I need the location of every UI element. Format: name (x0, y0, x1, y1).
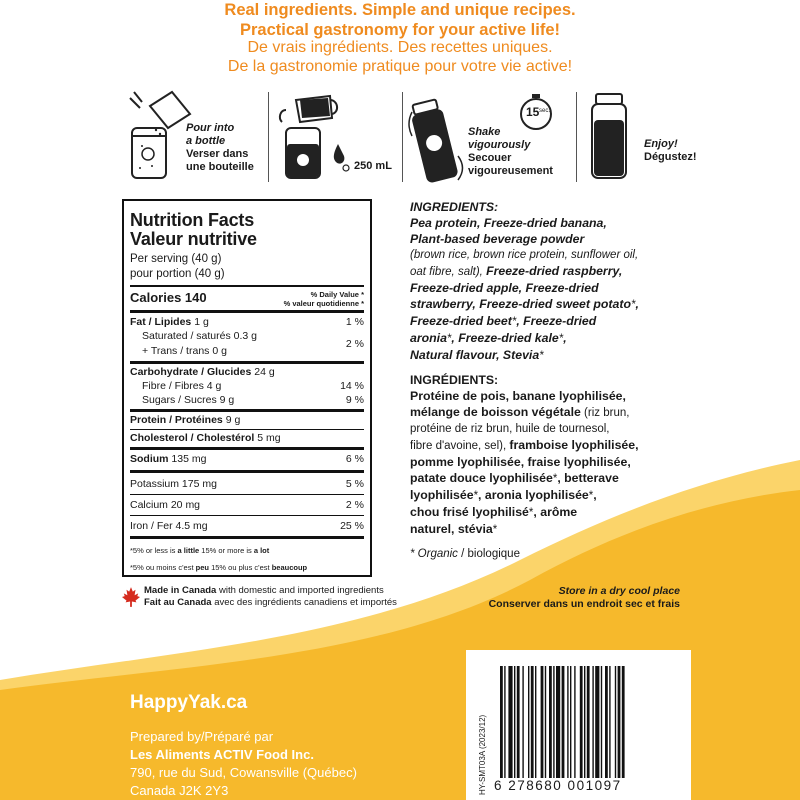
shake-label: Shake vigourously Secouer vigoureusement (468, 126, 553, 177)
storage-instructions: Store in a dry cool place Conserver dans un endroit sec et frais (488, 585, 680, 610)
tagline-fr-line2: De la gastronomie pratique pour votre vie active! (227, 58, 573, 75)
fibre-row: Fibre / Fibres 4 g 14 % (142, 380, 364, 392)
barcode-bar (549, 666, 552, 778)
barcode-number: 6 278680 001097 (494, 778, 622, 793)
protein-row: Protein / Protéines 9 g (130, 414, 241, 426)
carbohydrate-row: Carbohydrate / Glucides 24 g (130, 366, 275, 378)
nutrition-rule (130, 447, 364, 450)
barcode-icon (500, 666, 670, 778)
nutrition-rule (130, 285, 364, 287)
tagline-en-line1: Real ingredients. Simple and unique recipes. (224, 1, 576, 19)
preparation-steps (120, 88, 697, 188)
nutrition-title-fr: Valeur nutritive (130, 229, 257, 249)
nutrition-rule (130, 494, 364, 495)
barcode-bar (584, 666, 585, 778)
saturated-trans-row: Saturated / saturés 0.3 g + Trans / trans 0 g 2 % (142, 330, 364, 357)
ingredients-heading-fr: INGRÉDIENTS: (410, 373, 499, 387)
barcode-bar (528, 666, 529, 778)
barcode-bar (562, 666, 565, 778)
barcode-bar (504, 666, 505, 778)
barcode-bar (522, 666, 523, 778)
website-link[interactable]: HappyYak.ca (130, 692, 248, 713)
pour-label: Pour into a bottle Verser dans une bouteille (186, 122, 254, 173)
calcium-row: Calcium 20 mg 2 % (130, 499, 364, 511)
maple-leaf-icon (122, 586, 140, 608)
tagline-english (0, 0, 800, 40)
serving-size-en: Per serving (40 g) (130, 253, 222, 265)
cholesterol-row: Cholesterol / Cholestérol 5 mg (130, 432, 281, 444)
timer-value: 15 (526, 105, 540, 119)
step-pour (120, 88, 270, 188)
barcode-bar (615, 666, 616, 778)
tagline-en-line2: Practical gastronomy for your active life! (239, 21, 561, 39)
water-jug-icon (274, 88, 364, 183)
step-water (274, 88, 404, 188)
barcode-bar (609, 666, 610, 778)
footnote-en: *5% or less is a little 15% or more is a lot (130, 546, 270, 555)
barcode-bar (556, 666, 560, 778)
barcode-bar (567, 666, 568, 778)
step-enjoy (582, 88, 697, 188)
ingredients-french: INGRÉDIENTS: Protéine de pois, banane lyophilisée, mélange de boisson végétale (riz brun, protéine de riz brun, huile de tournesol, fibre d'avoine, sel), framboise lyophilisée, pomme lyophilisée, fraise lyophilisée, patate douce lyophilisée*, betterave lyophilisée*, aronia lyophilisée*, chou frisé lyophilisé*, arôme naturel, stévia* (410, 372, 660, 538)
shake-bottle-icon (408, 92, 468, 187)
sodium-row: Sodium 135 mg 6 % (130, 453, 364, 465)
fat-row: Fat / Lipides 1 g 1 % (130, 316, 364, 328)
serving-size-fr: pour portion (40 g) (130, 268, 225, 280)
barcode-bar (587, 666, 590, 778)
barcode-bar (553, 666, 554, 778)
nutrition-rule (130, 409, 364, 412)
footnote-fr: *5% ou moins c'est peu 15% ou plus c'est beaucoup (130, 563, 308, 572)
nutrition-rule (130, 361, 364, 364)
nutrition-rule (130, 429, 364, 430)
step-divider (576, 92, 577, 182)
tagline-fr-line1: De vrais ingrédients. Des recettes uniques. (247, 39, 553, 56)
barcode-bar (618, 666, 621, 778)
barcode-bar (592, 666, 593, 778)
potassium-row: Potassium 175 mg 5 % (130, 478, 364, 490)
barcode-bar (605, 666, 608, 778)
nutrition-rule (130, 536, 364, 539)
timer-unit: sec. (539, 108, 551, 114)
volume-label: 250 mL (354, 160, 392, 172)
nutrition-title-en: Nutrition Facts (130, 210, 255, 230)
barcode-bar (574, 666, 575, 778)
barcode-bar (541, 666, 544, 778)
nutrition-rule (130, 470, 364, 473)
calories-row (130, 290, 364, 308)
barcode-bar (508, 666, 512, 778)
tagline-french (0, 38, 800, 76)
barcode-bar (580, 666, 583, 778)
nutrition-rule (130, 310, 364, 313)
nutrition-rule (130, 515, 364, 516)
step-divider (268, 92, 269, 182)
barcode-bar (514, 666, 515, 778)
full-bottle-icon (586, 92, 636, 187)
step-divider (402, 92, 403, 182)
iron-row: Iron / Fer 4.5 mg 25 % (130, 520, 364, 532)
calories-label: Calories 140 (130, 290, 207, 305)
sugars-row: Sugars / Sucres 9 g 9 % (142, 394, 364, 406)
barcode-bar (531, 666, 534, 778)
ingredients-english: INGREDIENTS: Pea protein, Freeze-dried banana, Plant-based beverage powder (brown rice, brown rice protein, sunflower oil, oat fibre, salt), Freeze-dried raspberry, Freeze-dried apple, Freeze-dried strawberry, Freeze-dried sweet potato*, Freeze-dried beet*, Freeze-dried aronia*, Freeze-dried kale*, Natural flavour, Stevia* (410, 199, 660, 364)
barcode-bar (535, 666, 536, 778)
barcode-bar (517, 666, 520, 778)
barcode-bar (545, 666, 546, 778)
nutrition-facts-table (122, 199, 372, 577)
barcode-bar (601, 666, 602, 778)
daily-value-header: % Daily Value * % valeur quotidienne * (283, 290, 364, 308)
product-code: HY-SMT03A (2023/12) (478, 714, 487, 795)
ingredients-heading-en: INGREDIENTS: (410, 200, 499, 214)
organic-note: * Organic / biologique (410, 548, 520, 560)
step-shake (408, 88, 578, 188)
barcode-bar (570, 666, 571, 778)
company-info: Prepared by/Préparé par Les Aliments ACTIV Food Inc. 790, rue du Sud, Cowansville (Québec) Canada J2K 2Y3 (130, 729, 357, 798)
enjoy-label: Enjoy! Dégustez! (644, 138, 697, 163)
made-in-canada: Made in Canada with domestic and imported ingredients Fait au Canada avec des ingrédients canadiens et importés (144, 585, 397, 608)
barcode-bar (595, 666, 599, 778)
barcode-bar (500, 666, 503, 778)
barcode-bar (622, 666, 625, 778)
